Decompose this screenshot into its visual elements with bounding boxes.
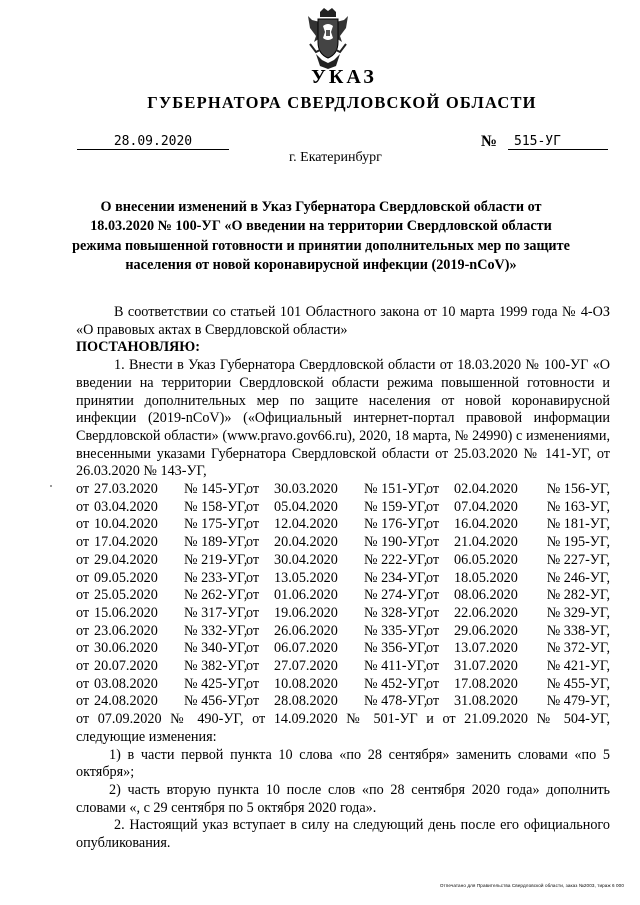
amendment-cell: от [76,640,90,657]
amendment-row [76,623,610,641]
amendment-cell: № 262-УГ, [184,587,248,604]
amendment-cell: от [246,481,260,498]
amendment-cell: № 338-УГ, [546,622,610,639]
amendment-cell: 09.05.2020 [94,569,158,586]
amendment-cell: № 356-УГ, [364,640,428,657]
change-1: 1) в части первой пункта 10 слова «по 28 сентября» заменить словами «по 5 октября»; [76,746,610,781]
amendment-row [76,676,610,694]
decree-body [76,304,610,853]
amendment-cell: 17.08.2020 [454,675,518,692]
amendment-cell: от [246,640,260,657]
amendment-cell: № 156-УГ, [546,481,610,498]
amendment-cell: от [76,551,90,568]
amendment-cell: 02.04.2020 [454,481,518,498]
amendment-cell: 03.04.2020 [94,498,158,515]
amendment-cell: от [246,658,260,675]
change-2: 2) часть вторую пункта 10 после слов «по 28 сентября 2020 года» дополнить словами «, с 29 сентября по 5 октября 2020 года». [76,781,610,816]
amendment-cell: № 159-УГ, [364,498,428,515]
amendment-cell: от [426,640,440,657]
amendment-row [76,605,610,623]
amendment-cell: 29.06.2020 [454,622,518,639]
amendment-cell: от [426,516,440,533]
amendment-cell: № 372-УГ, [546,640,610,657]
amendment-cell: от [76,569,90,586]
amendment-cell: № 274-УГ, [364,587,428,604]
amendment-row [76,534,610,552]
amendment-cell: № 176-УГ, [364,516,428,533]
amendment-cell: от [76,622,90,639]
amendment-cell: от [76,675,90,692]
amendment-cell: 31.08.2020 [454,693,518,710]
amendment-cell: от [76,693,90,710]
amendment-cell: 29.04.2020 [94,551,158,568]
amendment-cell: № 340-УГ, [184,640,248,657]
amendment-cell: от [426,587,440,604]
amendment-cell: № 317-УГ, [184,604,248,621]
amendment-cell: 05.04.2020 [274,498,338,515]
amendment-cell: 22.06.2020 [454,604,518,621]
amendment-cell: от [426,604,440,621]
amendment-cell: от [426,481,440,498]
amendment-cell: № 329-УГ, [546,604,610,621]
amendment-cell: от [246,587,260,604]
amendment-cell: 30.06.2020 [94,640,158,657]
scan-speck [50,485,52,487]
preamble: В соответствии со статьей 101 Областного закона от 10 марта 1999 года № 4-ОЗ «О правовых актах в Свердловской области» [76,304,610,338]
sverdlovsk-coat-of-arms-icon [306,8,350,70]
amendment-cell: от [246,498,260,515]
amendment-row [76,516,610,534]
amendment-cell: 26.06.2020 [274,622,338,639]
amendment-cell: 06.07.2020 [274,640,338,657]
amendment-cell: от [246,516,260,533]
amendment-cell: от [76,604,90,621]
amendment-cell: 16.04.2020 [454,516,518,533]
amendment-cell: № 233-УГ, [184,569,248,586]
amendment-cell: № 219-УГ, [184,551,248,568]
amendment-cell: 24.08.2020 [94,693,158,710]
item-1-text: 1. Внести в Указ Губернатора Свердловской области от 18.03.2020 № 100-УГ «О введении на территории Свердловской области режима повышенной готовности и принятии дополнительных мер по защите населения от новой коронавирусной инфекции (2019-nCoV)» («Официальный интернет-портал правовой информации Свердловской области» (www.pravo.gov66.ru), 2020, 18 марта, № 24990) с изменениями, внесенными указами Губернатора Свердловской области от 25.03.2020 № 141-УГ, от 26.03.2020 № 143-УГ, [76,357,610,480]
amendment-cell: № 189-УГ, [184,534,248,551]
amendment-cell: № 151-УГ, [364,481,428,498]
amendment-cell: 18.05.2020 [454,569,518,586]
amendment-cell: 19.06.2020 [274,604,338,621]
amendment-cell: от [246,569,260,586]
amendment-cell: 10.08.2020 [274,675,338,692]
amendment-cell: № 478-УГ, [364,693,428,710]
amendment-cell: от [426,622,440,639]
amendment-cell: 10.04.2020 [94,516,158,533]
amendment-cell: 27.07.2020 [274,658,338,675]
decree-heading: О внесении изменений в Указ Губернатора Свердловской области от 18.03.2020 № 100-УГ «О введении на территории Свердловской области режима повышенной готовности и принятии дополнительных мер по защите населения от новой коронавирусной инфекции (2019-nCoV)» [72,199,570,274]
item-2: 2. Настоящий указ вступает в силу на следующий день после его официального опубликования. [76,817,610,852]
amendment-cell: 31.07.2020 [454,658,518,675]
amendment-cell: № 328-УГ, [364,604,428,621]
amendments-final-line: от 07.09.2020 № 490-УГ, от 14.09.2020 № 501-УГ и от 21.09.2020 № 504-УГ, [76,711,610,728]
amendment-cell: № 455-УГ, [546,675,610,692]
amendment-cell: 20.07.2020 [94,658,158,675]
amendment-cell: от [76,498,90,515]
decree-word: ПОСТАНОВЛЯЮ: [76,339,201,356]
amendment-cell: 12.04.2020 [274,516,338,533]
amendment-cell: 30.03.2020 [274,481,338,498]
amendment-cell: от [246,622,260,639]
amendment-cell: № 335-УГ, [364,622,428,639]
amendment-cell: № 175-УГ, [184,516,248,533]
amendment-cell: 15.06.2020 [94,604,158,621]
amendment-cell: № 195-УГ, [546,534,610,551]
amendment-cell: № 145-УГ, [184,481,248,498]
amendment-cell: 07.04.2020 [454,498,518,515]
number-sign: № [481,133,498,150]
amendment-cell: № 456-УГ, [184,693,248,710]
amendment-cell: 06.05.2020 [454,551,518,568]
amendment-cell: от [426,658,440,675]
amendment-cell: № 425-УГ, [184,675,248,692]
amendment-cell: от [76,481,90,498]
amendment-cell: № 452-УГ, [364,675,428,692]
amendment-cell: 03.08.2020 [94,675,158,692]
amendment-cell: от [246,693,260,710]
amendment-cell: 01.06.2020 [274,587,338,604]
amendment-cell: № 479-УГ, [546,693,610,710]
amendment-row [76,658,610,676]
amendment-cell: 17.04.2020 [94,534,158,551]
amendment-cell: от [426,675,440,692]
amendment-cell: № 282-УГ, [546,587,610,604]
amendment-cell: 25.05.2020 [94,587,158,604]
amendment-row [76,640,610,658]
amendment-cell: от [426,569,440,586]
amendment-cell: от [76,658,90,675]
amendment-row [76,587,610,605]
amendment-row [76,499,610,517]
city: г. Екатеринбург [289,150,382,165]
amendment-cell: от [246,675,260,692]
amendment-cell: от [246,551,260,568]
issuer-title: ГУБЕРНАТОРА СВЕРДЛОВСКОЙ ОБЛАСТИ [147,93,537,112]
amendment-cell: № 332-УГ, [184,622,248,639]
decree-number: 515-УГ [508,134,608,150]
amendment-cell: № 181-УГ, [546,516,610,533]
amendment-cell: № 222-УГ, [364,551,428,568]
amendment-cell: № 234-УГ, [364,569,428,586]
amendment-cell: от [426,498,440,515]
following-changes: следующие изменения: [76,728,217,745]
amendment-cell: от [76,516,90,533]
amendment-cell: от [246,604,260,621]
amendment-cell: 30.04.2020 [274,551,338,568]
amendment-cell: 28.08.2020 [274,693,338,710]
amendment-cell: № 411-УГ, [364,658,427,675]
amendment-row [76,693,610,711]
amendment-cell: № 421-УГ, [546,658,610,675]
amendment-row [76,570,610,588]
amendment-row [76,552,610,570]
amendment-cell: от [76,534,90,551]
amendment-cell: от [76,587,90,604]
amendment-cell: 13.07.2020 [454,640,518,657]
amendment-cell: от [246,534,260,551]
amendment-cell: 23.06.2020 [94,622,158,639]
amendment-cell: № 246-УГ, [546,569,610,586]
amendment-cell: № 382-УГ, [184,658,248,675]
amendment-row [76,481,610,499]
amendment-cell: № 190-УГ, [364,534,428,551]
amendment-cell: от [426,534,440,551]
amendment-cell: 08.06.2020 [454,587,518,604]
document-type-title: УКАЗ [311,66,377,88]
amendment-cell: 13.05.2020 [274,569,338,586]
amendment-cell: 20.04.2020 [274,534,338,551]
amendment-cell: № 227-УГ, [546,551,610,568]
amendments-list [76,481,610,711]
amendment-cell: 21.04.2020 [454,534,518,551]
decree-date: 28.09.2020 [77,134,229,150]
amendment-cell: от [426,551,440,568]
print-footer: Отпечатано для Правительства Свердловской области, заказ №2003, тираж 6 000 [439,883,624,888]
amendment-cell: № 158-УГ, [184,498,248,515]
amendment-cell: от [426,693,440,710]
amendment-cell: 27.03.2020 [94,481,158,498]
amendment-cell: № 163-УГ, [546,498,610,515]
